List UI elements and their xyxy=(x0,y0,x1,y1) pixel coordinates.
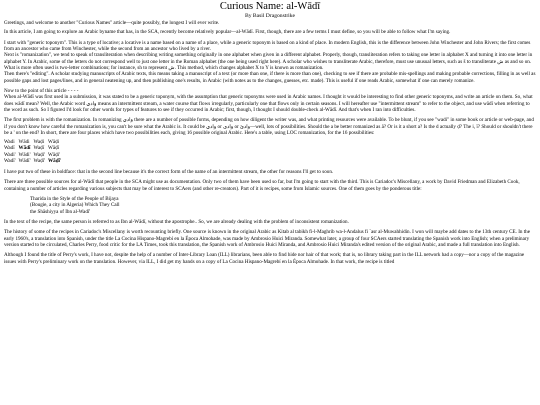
table-cell: Wāḍi' xyxy=(48,151,60,158)
paragraph-greeting: Greetings, and welcome to another "Curious Names" article—quite possibly, the longest I will ever write. xyxy=(4,20,220,26)
paragraph-romanization: Next is "romanization", we tend to speak of transliteration when describing writing something originally in one alphabet when given in a different alphabet. Properly, though, transliteration refers to taking one letter in alphabet X and turning it into one letter in alphabet Y. In Arabic, some of the letters do not correspond well to just one letter in the Roman alphabet (the one being used right here). A scholar who wishes to transliterate Arabic, therefore, must use unusual letters, such as š to transliterate ش as and so on. What is more often used is two-letter combinations; for instance, sh to represent ش. This method, which changes alphabet X to Y is known as romanization. xyxy=(4,52,533,72)
table-cell: Wāḍī xyxy=(48,145,60,152)
paragraph-history: The history of some of the recipes in Cariadoc's Miscellany is worth recounting briefly. One source is known in the original Arabic as Kitab al tabikh fi-l-Maghrib wa-l-Andalus fi `asr al-Muwahhidin. I won will maybe add dates to the 13th century CE. In the early 1960's, a translation into Spanish, under the title La Cocina Hispano-Magrebí en la Época Almohade, was made by Ambrosio Huici Miranda. Somewhat later, a group of four SCAers started translating the Spanish work into English; when a preliminary version started to be circulated, Charles Perry, food critic for the LA Times, took this translation, the Spanish work of Ambrosio Huici Miranda, and Ambrosio Huici Miranda's edited version of the original Arabic, and made a full translation into English. xyxy=(4,229,530,248)
paragraph-recipe: In the text of the recipe, the same person is referred to as Ibn al-Wādī, without the apostrophe.. So, we are already dealing with the problem of inconsistent romanization. xyxy=(4,218,349,225)
quote-line: Tharida in the Style of the People of Bijaya xyxy=(30,195,119,202)
romanization-table xyxy=(4,139,64,165)
table-cell: Waḍī' xyxy=(33,158,46,165)
paragraph-boldface: I have put two of these in boldface: that in the second line because it's the correct form of the name of an intermittent stream, the other for reasons I'll get to soon. xyxy=(4,168,334,175)
table-row xyxy=(4,152,64,159)
quote-line: (Bougie, a city in Algeria) Which They Call xyxy=(30,202,120,209)
table-cell: Wadi' xyxy=(4,151,16,158)
table-cell: Wādī' xyxy=(18,158,31,165)
table-cell: Wādi' xyxy=(18,151,31,158)
recipe-title-quote xyxy=(30,196,536,215)
paragraph-topic: Now to the point of this article - - - - xyxy=(4,88,79,95)
table-cell: Wādi xyxy=(18,138,30,145)
table-row xyxy=(4,145,64,152)
table-row xyxy=(4,139,64,146)
page-title: Curious Name: al-Wādī xyxy=(219,1,321,12)
paragraph-problem: The first problem is with the romanization. In romanizing وادي there are a number of possible forms, depending on how diligent the writer was, and what printing resources were available. To be blunt, if you see "wadi" in some book or article or web-page, and if you don't know how careful the romanization is, you can't be sure what the Arabic is. It could be وادي or وادی or وادئ—well, lots of possibilities. Should the a be better romanized as ā? Or is it a short a? Is the d actually ḍ? The i, ī? Should or shouldn't there be a ' on the end? In short, there are four places which have two possibilities each, giving 16 possible original Arabic. Here's a table, using LOC romanization, for the 16 possibilities: xyxy=(4,117,534,137)
table-cell: Wadī xyxy=(4,145,15,152)
paragraph-intro: In this article, I am going to explore an Arabic byname that has, in the SCA, recently become relatively popular—al-Wādī. First, though, there are a few terms I must define, so you will be able to follow what I'm saying. xyxy=(4,29,451,36)
quote-line: the Shāshiyya of Ibn al-Wadī' xyxy=(30,208,91,215)
table-cell: Wadī' xyxy=(4,158,16,165)
paragraph-perry: Although I found the title of Perry's work, I have not, despite the help of a number of Inter-Library Loan (ILL) librarians, been able to find hide nor hair of that work; that is, no library taking part in the ILL network had a copy—nor a copy of the magazine issues with Perry's preliminary work on the translation. However, via ILL, I did get my hands on a copy of La Cocina Hispano-Magrebí en la Época Almohade. In that work, the recipe is titled xyxy=(4,252,525,265)
table-row xyxy=(4,158,64,165)
table-cell: Waḍi' xyxy=(33,151,46,158)
table-cell: Wāḍī' xyxy=(48,158,62,165)
table-cell: Wadi xyxy=(4,138,15,145)
byline: By Basil Dragonstrike xyxy=(244,13,296,19)
table-cell: Waḍī xyxy=(33,145,45,152)
table-cell: Wādī xyxy=(18,145,31,152)
table-cell: Wāḍi xyxy=(48,138,60,145)
paragraph-when: When al-Wādī was first used in a submission, it was stated to be a generic toponym, with the assumption that generic toponyms were used in Arabic names. I thought it would be interesting to find other generic toponyms, and write an article on them. So, what does wādī mean? Well, the Arabic word وادي means an intermittent stream, a water course that flows irregularly, particularly one that flows only in certain seasons. I will hereafter use "intermittent stream" to refer to the object, and use wādī when referring to the word as such. So I figured I'd look for other words for types of features to see if they occurred in Arabic; first, though, I thought I should double-check al-Wādī. And that's when I ran into difficulties. xyxy=(4,94,533,114)
table-cell: Waḍi xyxy=(33,138,45,145)
paragraph-editing: Then there's "editing". A scholar studying manuscripts of Arabic texts, this means taking a manuscript of a text (or more than one, if there is more than one), checking to see if there are probable mis-spellings and making probable corrections, filling in as well as possible gaps and lost pages/lines, and in general neatening up, and then publishing one's results, in Arabic (with notes as to the changes, guesses, etc. made). This is useful if one reads Arabic, somewhat if one can merely romanize. xyxy=(4,71,536,84)
paragraph-toponym: I start with "generic toponym". This is a type of locative; a locative is a name based on a name of a place, while a generic toponym is based on a kind of place. In modern English, this is the difference between John Winchester and John Rivers; the first comes from an ancestor who came from Winchester, while the second from an ancestor who lived by a river. xyxy=(4,39,531,53)
paragraph-sources: There are three possible sources for al-Wādī that people in the SCA might use as documentation. Only two of them have been used so far, but I'm going to start with the third. This is Cariadoc's Miscellany, a work by David Friedman and Elizabeth Cook, containing a number of articles regarding various subjects that may be of interest to SCAers (and other re-creators). Part of it is recipes, some from Islamic sources. One of them goes by the ponderous title: xyxy=(4,179,520,192)
